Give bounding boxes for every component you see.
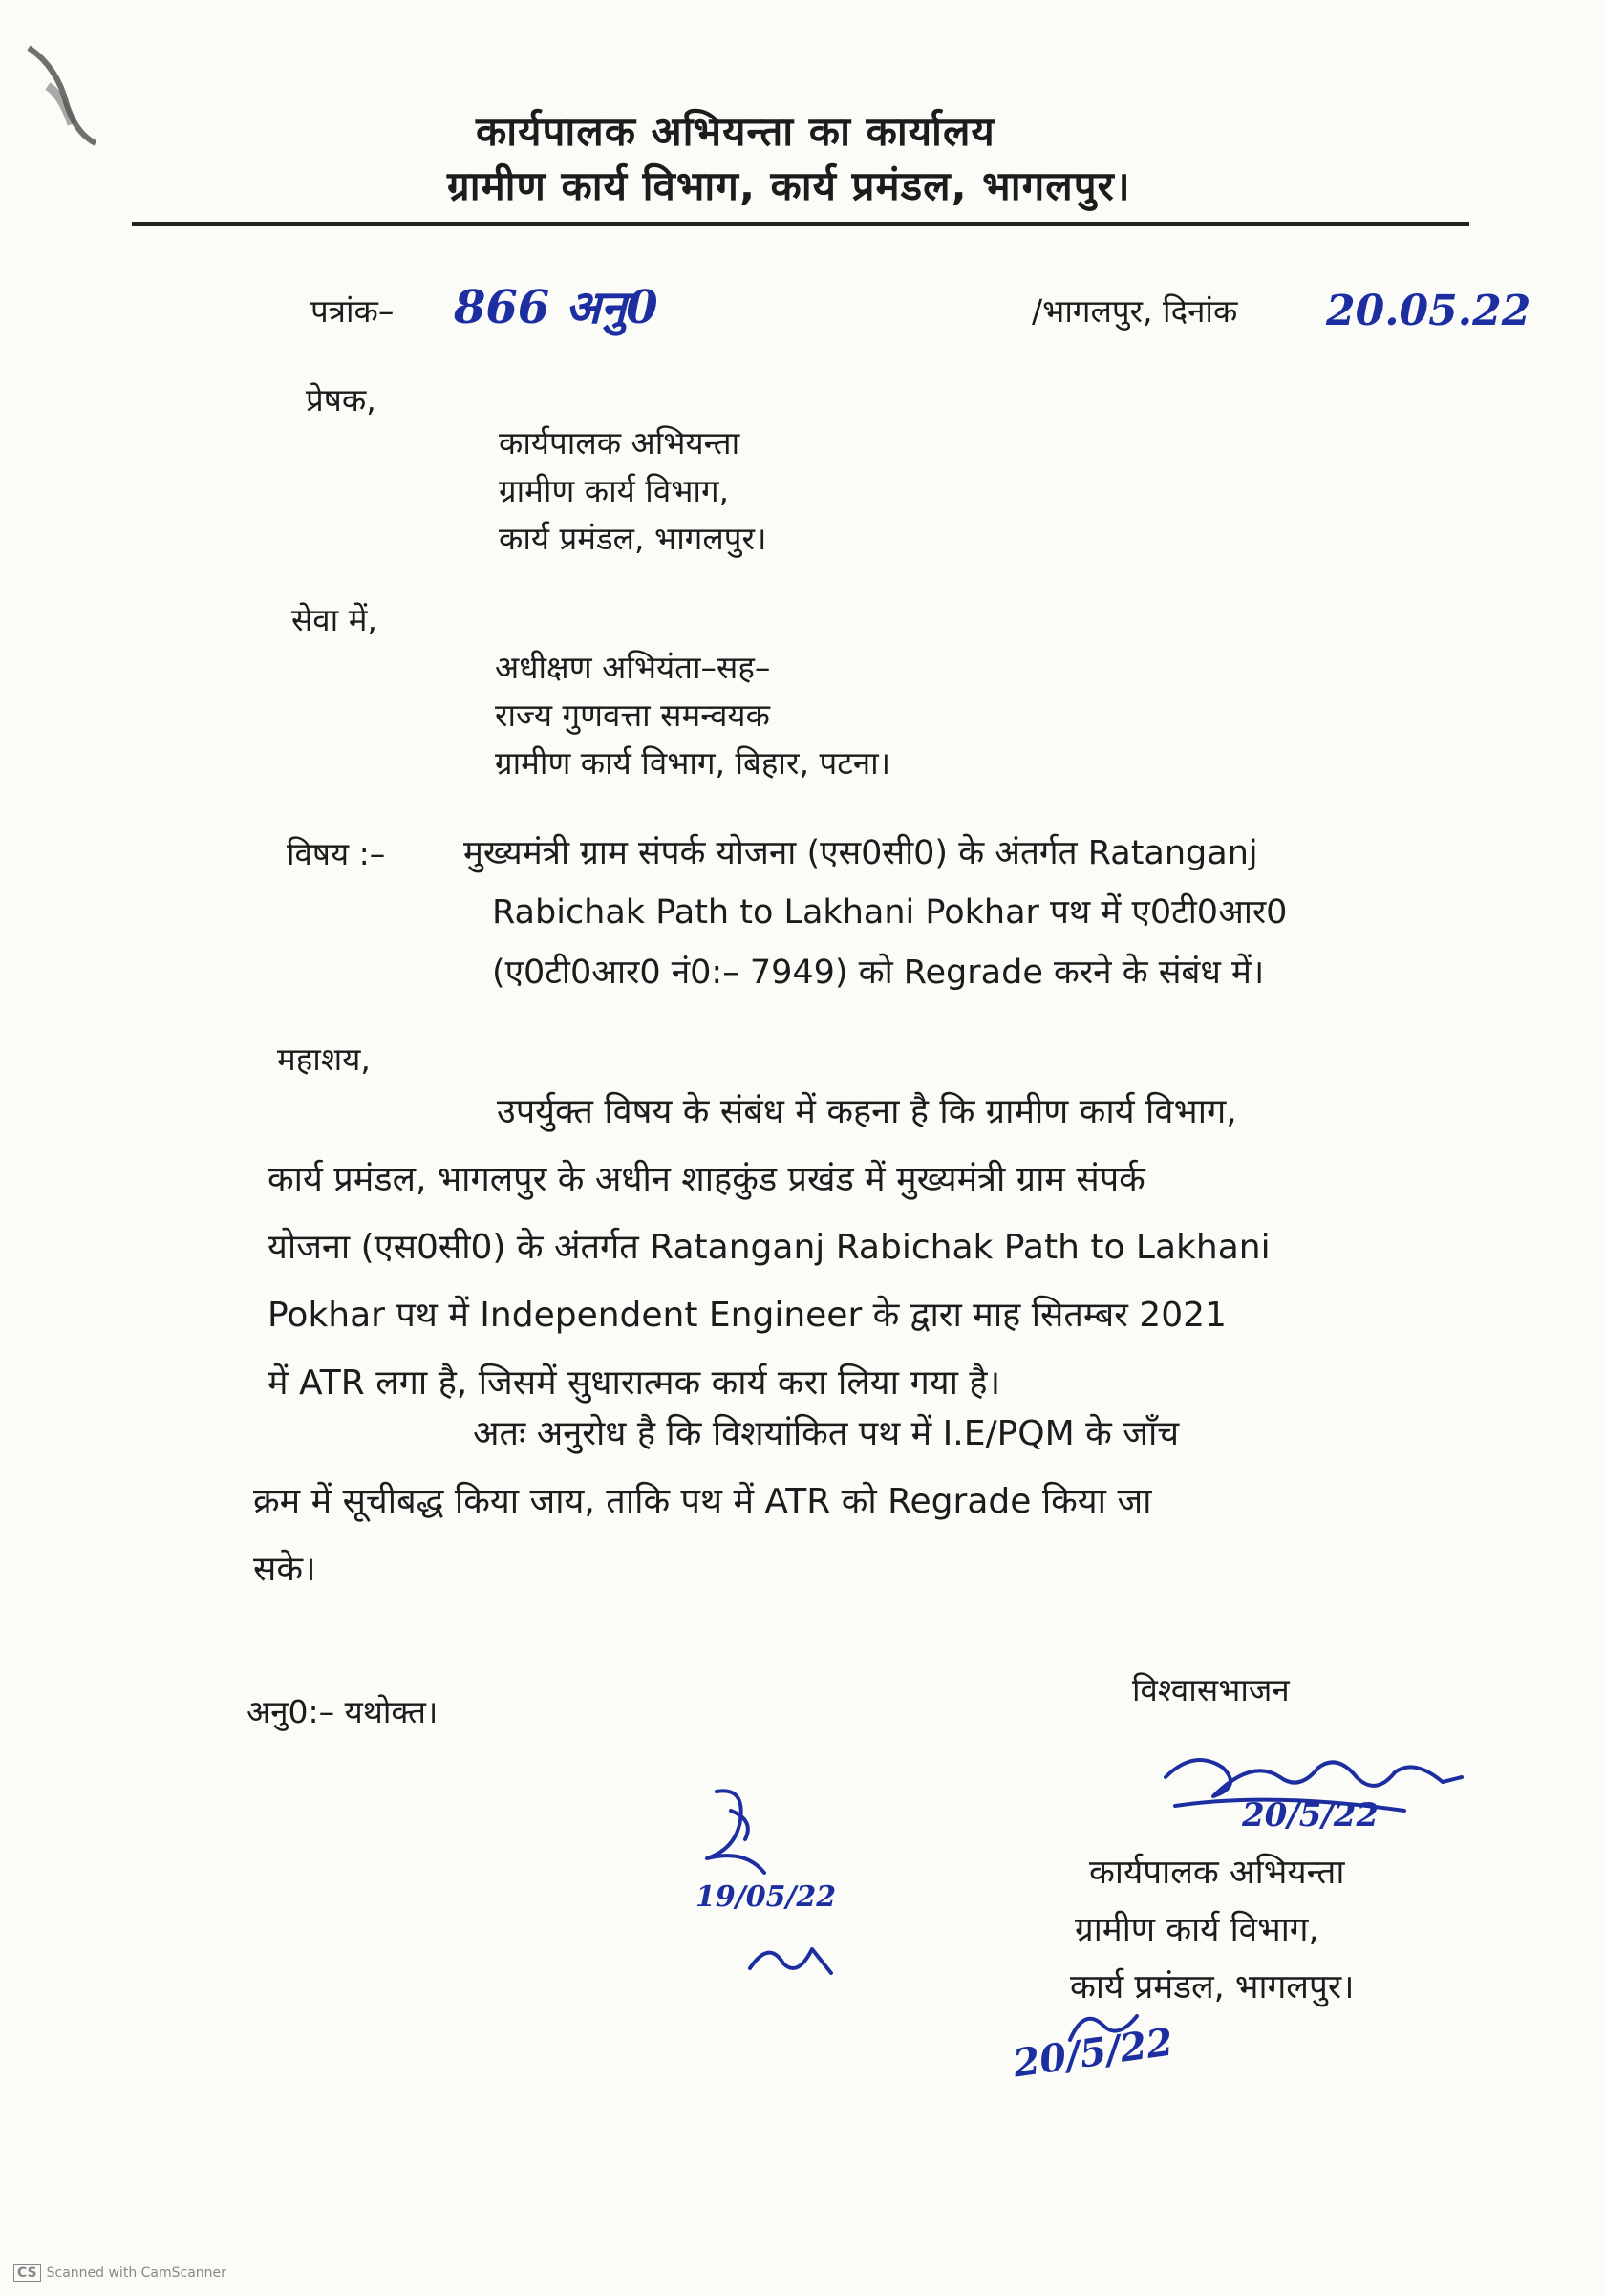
subject-label: विषय :– (287, 835, 386, 872)
recipient-line-1: अधीक्षण अभियंता–सह– (495, 649, 771, 686)
enclosure-note: अनु0:– यथोक्त। (246, 1693, 439, 1730)
paragraph-1-line: कार्य प्रमंडल, भागलपुर के अधीन शाहकुंड प्रखंड में मुख्यमंत्री ग्राम संपर्क (268, 1160, 1145, 1199)
letter-date: 20.05.22 (1326, 287, 1531, 335)
sender-line-3: कार्य प्रमंडल, भागलपुर। (499, 520, 767, 557)
recipient-line-2: राज्य गुणवत्ता समन्वयक (495, 697, 770, 734)
initial-scribble-left (688, 1782, 793, 1887)
recipient-label: सेवा में, (291, 601, 377, 638)
subject-line-3: (ए0टी0आर0 नं0:– 7949) को Regrade करने के संबंध में। (492, 954, 1265, 992)
header-rule (132, 222, 1469, 226)
initial-date-bottom: 20/5/22 (1010, 2019, 1176, 2087)
letterhead-office: कार्यपालक अभियन्ता का कार्यालय (476, 108, 995, 155)
signature-date: 20/5/22 (1242, 1796, 1380, 1835)
paragraph-2-line: सके। (253, 1550, 316, 1589)
signatory-department: ग्रामीण कार्य विभाग, (1075, 1911, 1319, 1949)
reference-label: पत्रांक– (310, 292, 395, 330)
body-paragraph-1 (268, 1078, 1385, 1417)
sender-line-1: कार्यपालक अभियन्ता (499, 424, 740, 461)
scanner-watermark-text: Scanned with CamScanner (46, 2265, 226, 2281)
corner-smudge (19, 29, 105, 153)
paragraph-1-line: योजना (एस0सी0) के अंतर्गत Ratanganj Rabichak Path to Lakhani (268, 1228, 1271, 1267)
signatory-designation: कार्यपालक अभियन्ता (1089, 1854, 1345, 1892)
sender-line-2: ग्रामीण कार्य विभाग, (499, 472, 730, 509)
sender-label: प्रेषक, (306, 381, 376, 418)
place-date-label: /भागलपुर, दिनांक (1032, 292, 1238, 330)
subject-line-2: Rabichak Path to Lakhani Pokhar पथ में ए0टी0आर0 (492, 893, 1288, 932)
recipient-line-3: ग्रामीण कार्य विभाग, बिहार, पटना। (495, 744, 891, 782)
paragraph-1-line: Pokhar पथ में Independent Engineer के द्वारा माह सितम्बर 2021 (268, 1296, 1227, 1335)
subject-line-1: मुख्यमंत्री ग्राम संपर्क योजना (एस0सी0) के अंतर्गत Ratanganj (463, 834, 1258, 872)
reference-number: 866 अनु0 (454, 281, 658, 334)
camscanner-logo: CS (13, 2264, 41, 2282)
paragraph-2-line: अतः अनुरोध है कि विशयांकित पथ में I.E/PQM के जाँच (473, 1414, 1180, 1453)
paragraph-2-line: क्रम में सूचीबद्ध किया जाय, ताकि पथ में ATR को Regrade किया जा (253, 1482, 1152, 1521)
scanner-watermark (13, 2264, 226, 2282)
paragraph-1-line: में ATR लगा है, जिसमें सुधारात्मक कार्य करा लिया गया है। (268, 1363, 1001, 1403)
signatory-division: कार्य प्रमंडल, भागलपुर। (1070, 1968, 1355, 2006)
initial-mark-left (740, 1930, 845, 1987)
paragraph-1-line: उपर्युक्त विषय के संबंध में कहना है कि ग्रामीण कार्य विभाग, (497, 1092, 1237, 1131)
body-paragraph-2 (253, 1400, 1390, 1603)
initial-date-left: 19/05/22 (696, 1880, 837, 1914)
letterhead-department: ग्रामीण कार्य विभाग, कार्य प्रमंडल, भागलपुर। (447, 162, 1131, 209)
closing-phrase: विश्वासभाजन (1132, 1671, 1290, 1708)
salutation: महाशय, (277, 1041, 371, 1078)
